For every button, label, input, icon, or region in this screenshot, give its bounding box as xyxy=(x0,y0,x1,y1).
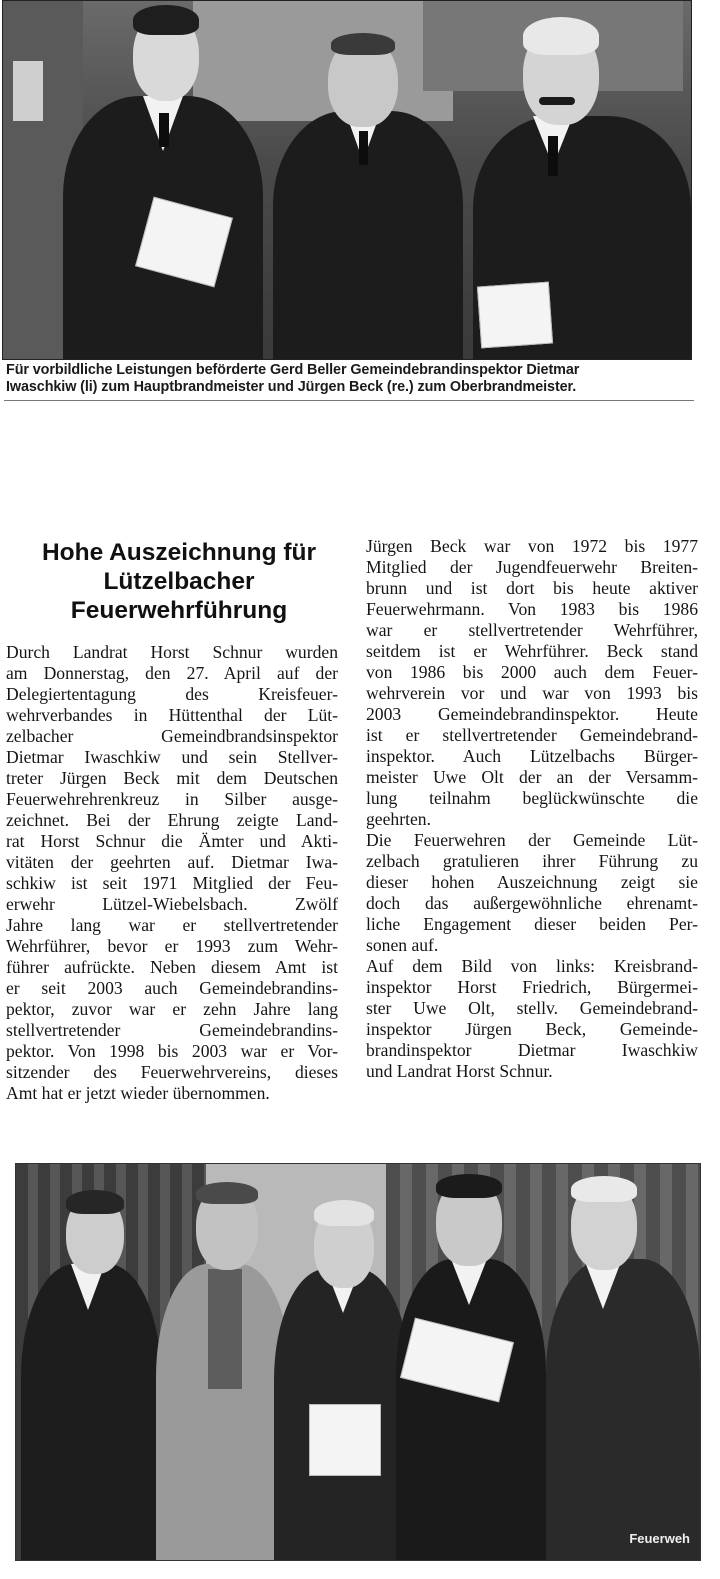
caption-line: Für vorbildliche Leistungen beförderte Gerd Beller Gemeindebrandinspektor Dietmar xyxy=(6,362,580,378)
text-line: dieser hohen Auszeichnung zeigt sie xyxy=(366,872,698,892)
text-line: Amt hat er jetzt wieder übernommen. xyxy=(6,1083,270,1103)
article-headline xyxy=(8,538,350,625)
text-line: brandinspektor Dietmar Iwaschkiw xyxy=(366,1040,698,1060)
text-line: pektor, zuvor war er zehn Jahre lang xyxy=(6,999,338,1019)
text-line: doch das außergewöhnliche ehrenamt- xyxy=(366,893,698,913)
text-line: Wehrführer, bevor er 1993 zum Wehr- xyxy=(6,936,338,956)
text-line: wehrverbandes in Hüttenthal der Lüt- xyxy=(6,705,338,725)
text-line: von 1986 bis 2000 auch dem Feuer- xyxy=(366,662,698,682)
text-line: Durch Landrat Horst Schnur wurden xyxy=(6,642,338,662)
text-line: führer aufrückte. Neben diesem Amt ist xyxy=(6,957,338,977)
text-line: zelbach gratulieren ihrer Führung zu xyxy=(366,851,698,871)
text-line: sitzender des Feuerwehrvereins, dieses xyxy=(6,1062,338,1082)
caption-line: Iwaschkiw (li) zum Hauptbrandmeister und Jürgen Beck (re.) zum Oberbrandmeister. xyxy=(6,379,577,395)
text-line: stellvertretender Gemeindebrandins- xyxy=(6,1020,338,1040)
photo-person-left xyxy=(63,1,273,359)
photo-person-center xyxy=(273,1,473,359)
text-line: ster Uwe Olt, stellv. Gemeindebrand- xyxy=(366,998,698,1018)
text-line: er seit 2003 auch Gemeindebrandins- xyxy=(6,978,338,998)
text-line: und Landrat Horst Schnur. xyxy=(366,1061,553,1081)
bottom-photo xyxy=(15,1163,701,1561)
photo-person-right xyxy=(473,1,691,359)
text-line: inspektor. Auch Lützelbachs Bürger- xyxy=(366,746,698,766)
top-photo xyxy=(2,0,692,360)
text-line: meister Uwe Olt der an der Versamm- xyxy=(366,767,698,787)
text-line: geehrten. xyxy=(366,809,431,829)
photo-caption-top xyxy=(6,362,690,396)
text-line: zelbacher Gemeindbrandsinspektor xyxy=(6,726,338,746)
text-line: Auf dem Bild von links: Kreisbrand- xyxy=(366,956,698,976)
text-line: inspektor Jürgen Beck, Gemeinde- xyxy=(366,1019,698,1039)
text-line: zeichnet. Bei der Ehrung zeigte Land- xyxy=(6,810,338,830)
headline-line: Hohe Auszeichnung für xyxy=(41,539,317,566)
text-line: war er stellvertretender Wehrführer, xyxy=(366,620,698,640)
text-line: pektor. Von 1998 bis 2003 war er Vor- xyxy=(6,1041,338,1061)
text-line: schkiw ist seit 1971 Mitglied der Feu- xyxy=(6,873,338,893)
article-column-left xyxy=(6,642,338,1104)
photo-watermark: Feuerweh xyxy=(629,1531,690,1546)
article xyxy=(0,528,720,1168)
photo-person-1 xyxy=(16,1164,166,1560)
text-line: seitdem ist er Wehrführer. Beck stand xyxy=(366,641,698,661)
text-line: liche Engagement dieser beiden Per- xyxy=(366,914,698,934)
caption-divider xyxy=(4,400,694,401)
text-line: rat Horst Schnur die Ämter und Akti- xyxy=(6,831,338,851)
text-line: Dietmar Iwaschkiw und sein Stellver- xyxy=(6,747,338,767)
text-line: ist er stellvertretender Gemeindebrand- xyxy=(366,725,698,745)
text-line: Die Feuerwehren der Gemeinde Lüt- xyxy=(366,830,698,850)
text-line: Feuerwehrehrenkreuz in Silber ausge- xyxy=(6,789,338,809)
text-line: inspektor Horst Friedrich, Bürgermei- xyxy=(366,977,698,997)
photo-person-4 xyxy=(396,1164,556,1560)
text-line: Jürgen Beck war von 1972 bis 1977 xyxy=(366,536,698,556)
text-line: lung teilnahm beglückwünschte die xyxy=(366,788,698,808)
text-line: vitäten der geehrten auf. Dietmar Iwa- xyxy=(6,852,338,872)
photo-person-5 xyxy=(546,1164,700,1560)
text-line: brunn und ist dort bis heute aktiver xyxy=(366,578,698,598)
photo-background-sign xyxy=(13,61,43,121)
text-line: treter Jürgen Beck mit dem Deutschen xyxy=(6,768,338,788)
text-line: Jahre lang war er stellvertretender xyxy=(6,915,338,935)
headline-line: Lützelbacher xyxy=(103,568,255,595)
text-line: sonen auf. xyxy=(366,935,439,955)
text-line: Feuerwehrmann. Von 1983 bis 1986 xyxy=(366,599,698,619)
text-line: erwehr Lützel-Wiebelsbach. Zwölf xyxy=(6,894,338,914)
photo-person-3 xyxy=(274,1164,414,1560)
article-column-right xyxy=(366,536,698,1082)
text-line: am Donnerstag, den 27. April auf der xyxy=(6,663,338,683)
bottom-photo-section xyxy=(0,1158,720,1579)
text-line: 2003 Gemeindebrandinspektor. Heute xyxy=(366,704,698,724)
headline-line: Feuerwehrführung xyxy=(70,597,288,624)
text-line: wehrverein vor und war von 1993 bis xyxy=(366,683,698,703)
text-line: Delegiertentagung des Kreisfeuer- xyxy=(6,684,338,704)
top-photo-section xyxy=(0,0,695,405)
text-line: Mitglied der Jugendfeuerwehr Breiten- xyxy=(366,557,698,577)
